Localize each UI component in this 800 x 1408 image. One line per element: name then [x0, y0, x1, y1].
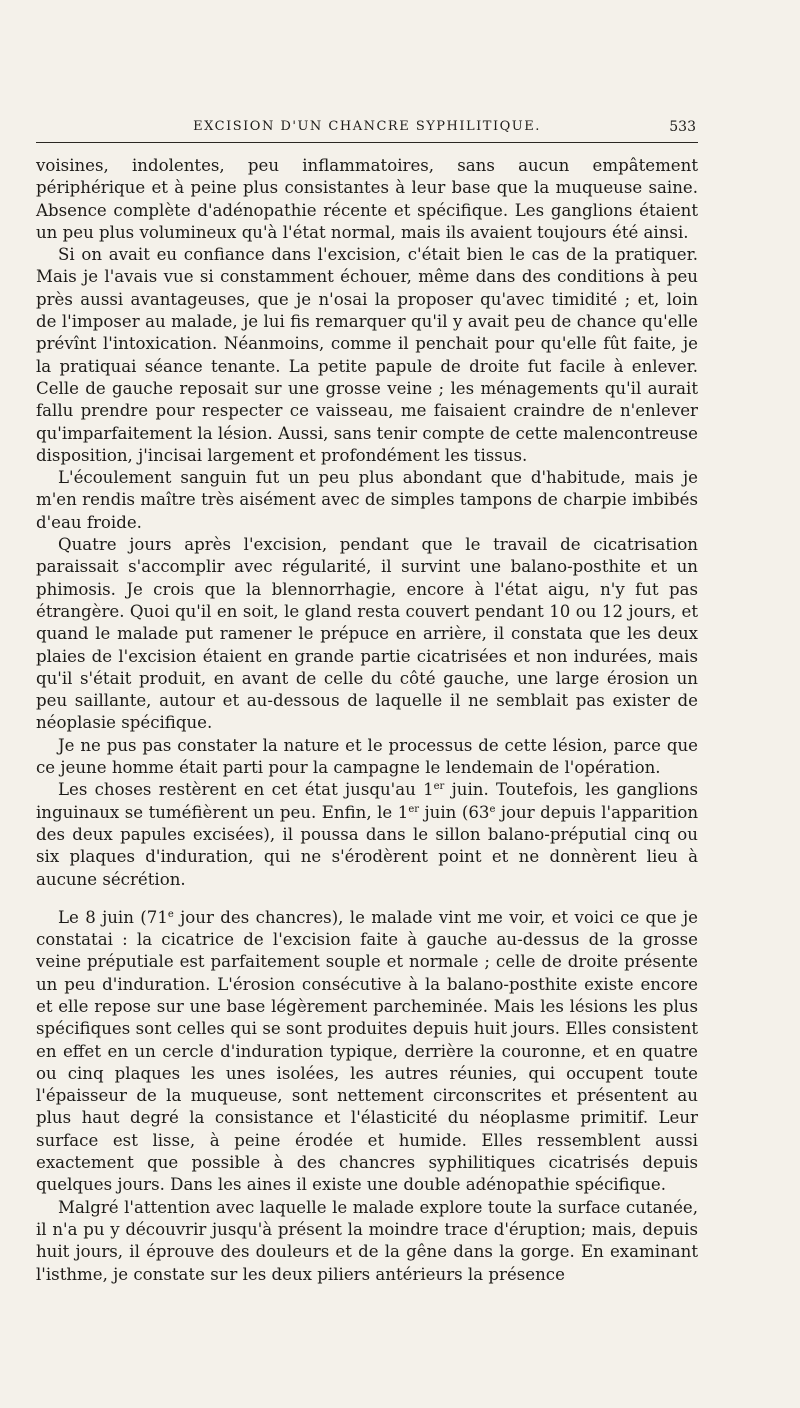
- paragraph: voisines, indolentes, peu inflammatoires, sans aucun empâtement périphérique et à peine plus consistantes à leur base que la muqueuse saine. Absence complète d'adénopathie récente et spécifique. Les ganglions étaient un peu plus volumineux qu'à l'état normal, mais ils avaient toujours été ainsi.: [36, 156, 698, 242]
- paragraph: Si on avait eu confiance dans l'excision, c'était bien le cas de la pratiquer. Mais je l'avais vue si constamment échouer, même dans des conditions à peu près aussi avantageuses, que je n'osai la proposer qu'avec timidité ; et, loin de l'imposer au malade, je lui fis remarquer qu'il y avait peu de chance qu'elle prévînt l'intoxication. Néanmoins, comme il penchait pour qu'elle fût faite, je la pratiquai séance tenante. La petite papule de droite fut facile à enlever. Celle de gauche reposait sur une grosse veine ; les ménagements qu'il aurait fallu prendre pour respecter ce vaisseau, me faisaient craindre de n'enlever qu'imparfaitement la lésion. Aussi, sans tenir compte de cette malencontreuse disposition, j'incisai largement et profondément les tissus.: [36, 245, 698, 465]
- running-title: EXCISION D'UN CHANCRE SYPHILITIQUE.: [193, 119, 541, 134]
- page: [36, 116, 698, 1286]
- text-run: jour des chancres), le malade vint me voir, et voici ce que je constatai : la cicatrice de l'excision faite à gauche au-dessus de la grosse veine préputiale est parfaitement souple et normale ; celle de droite présente un peu d'induration. L'érosion consécutive à la balano-posthite existe encore et elle repose sur une base légèrement parcheminée. Mais les lésions les plus spécifiques sont celles qui se sont produites depuis huit jours. Elles consistent en effet en un cercle d'induration typique, derrière la couronne, et en quatre ou cinq plaques les unes isolées, les autres réunies, qui occupent toute l'épaisseur de la muqueuse, sont nettement circonscrites et présentent au plus haut degré la consistance et l'élasticité du néoplasme primitif. Leur surface est lisse, à peine érodée et humide. Elles ressemblent aussi exactement que possible à des chancres syphilitiques cicatrisés depuis quelques jours. Dans les aines il existe une double adénopathie spécifique.: [36, 907, 698, 1195]
- paragraph: L'écoulement sanguin fut un peu plus abondant que d'habitude, mais je m'en rendis maître très aisément avec de simples tampons de charpie imbibés d'eau froide.: [36, 468, 698, 532]
- paragraph: Quatre jours après l'excision, pendant que le travail de cicatrisation paraissait s'accomplir avec régularité, il survint une balano-posthite et un phimosis. Je crois que la blennorrhagie, encore à l'état aigu, n'y fut pas étrangère. Quoi qu'il en soit, le gland resta couvert pendant 10 ou 12 jours, et quand le malade put ramener le prépuce en arrière, il constata que les deux plaies de l'excision étaient en grande partie cicatrisées et non indurées, mais qu'il s'était produit, en avant de celle du côté gauche, une large érosion un peu saillante, autour et au-dessous de laquelle il ne semblait pas exister de néoplasie spécifique.: [36, 535, 698, 733]
- page-number: 533: [669, 119, 696, 135]
- text-run: Les choses restèrent en cet état jusqu'au 1: [58, 780, 434, 800]
- text-run: juin (63: [419, 802, 490, 822]
- paragraph: Je ne pus pas constater la nature et le processus de cette lésion, parce que ce jeune homme était parti pour la campagne le lendemain de l'opération.: [36, 735, 698, 778]
- superscript: e: [167, 908, 174, 920]
- paragraph: Malgré l'attention avec laquelle le malade explore toute la surface cutanée, il n'a pu y découvrir jusqu'à présent la moindre trace d'éruption; mais, depuis huit jours, il éprouve des douleurs et de la gêne dans la gorge. En examinant l'isthme, je constate sur les deux piliers antérieurs la présence: [36, 1197, 698, 1284]
- paragraph: [36, 907, 698, 1197]
- superscript: er: [408, 803, 420, 815]
- text-run: juin. Toutefois, les ganglions inguinaux se tuméfièrent un peu. Enfin, le 1: [36, 780, 698, 822]
- text-run: jour depuis l'apparition des deux papules excisées), il poussa dans le sillon balano-préputial cinq ou six plaques d'induration, qui ne s'érodèrent point et ne donnèrent lieu à aucune sécrétion.: [36, 802, 699, 889]
- body-text: [36, 155, 698, 1286]
- text-run: Le 8 juin (71: [58, 907, 168, 927]
- superscript: er: [433, 781, 445, 793]
- superscript: e: [489, 803, 496, 815]
- paragraph: [36, 779, 698, 890]
- page-header: [36, 116, 698, 143]
